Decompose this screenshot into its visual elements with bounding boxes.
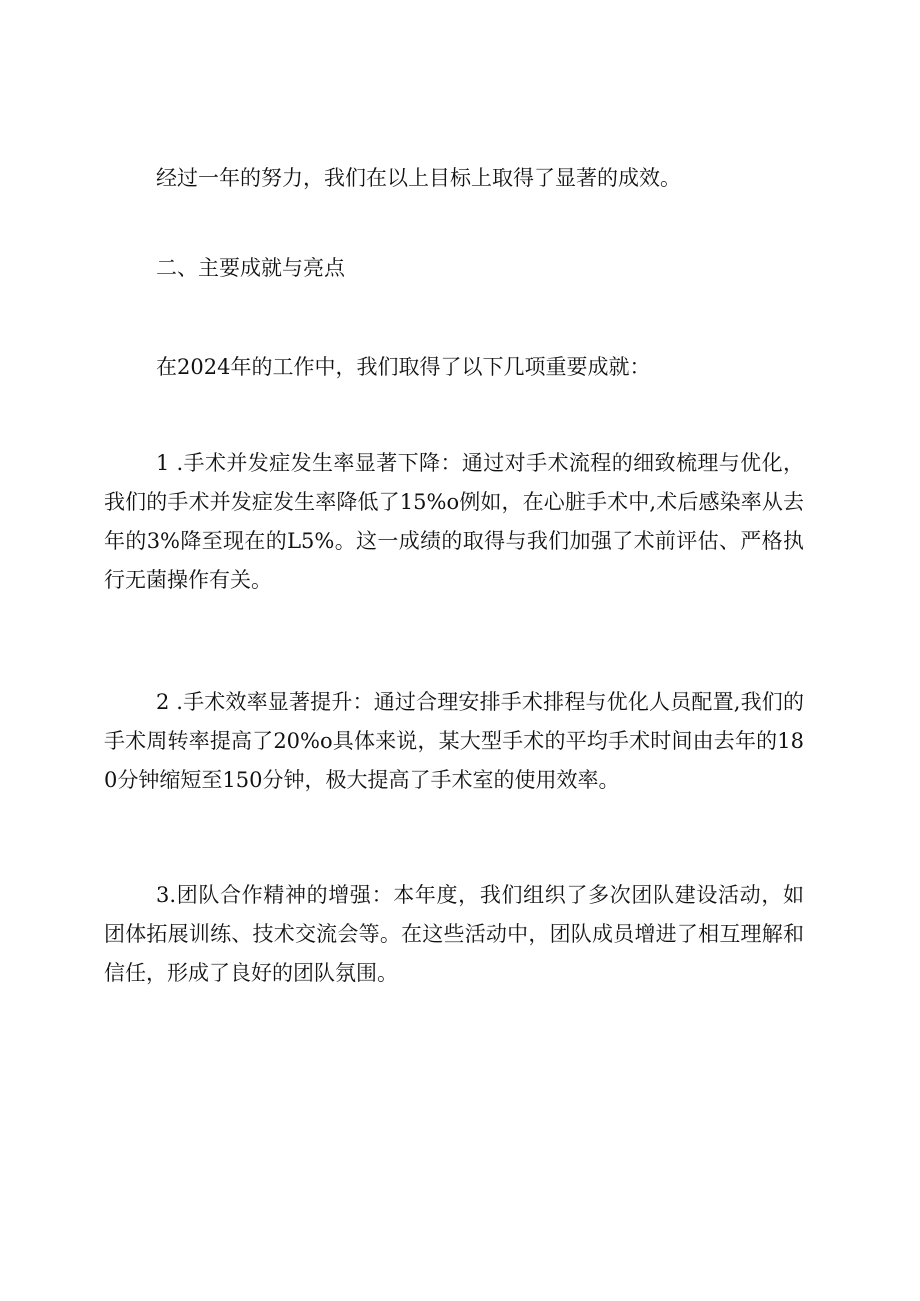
intro-paragraph: 经过一年的努力，我们在以上目标上取得了显著的成效。 bbox=[156, 166, 681, 190]
section-heading: 二、主要成就与亮点 bbox=[156, 256, 345, 280]
achievement-item-3: 3.团队合作精神的增强：本年度，我们组织了多次团队建设活动，如团体拓展训练、技术交流会等。在这些活动中，团队成员增进了相互理解和信任，形成了良好的团队氛围。 bbox=[104, 883, 804, 985]
lead-paragraph: 在2024年的工作中，我们取得了以下几项重要成就： bbox=[156, 355, 651, 379]
achievement-item-1: 1 .手术并发症发生率显著下降：通过对手术流程的细致梳理与优化，我们的手术并发症发生率降低了15%o例如，在心脏手术中,术后感染率从去年的3%降至现在的L5%。这一成绩的取得与我们加强了术前评估、严格执行无菌操作有关。 bbox=[104, 451, 804, 592]
achievement-item-2: 2 .手术效率显著提升：通过合理安排手术排程与优化人员配置,我们的手术周转率提高了20%o具体来说，某大型手术的平均手术时间由去年的180分钟缩短至150分钟，极大提高了手术室的使用效率。 bbox=[104, 690, 804, 792]
